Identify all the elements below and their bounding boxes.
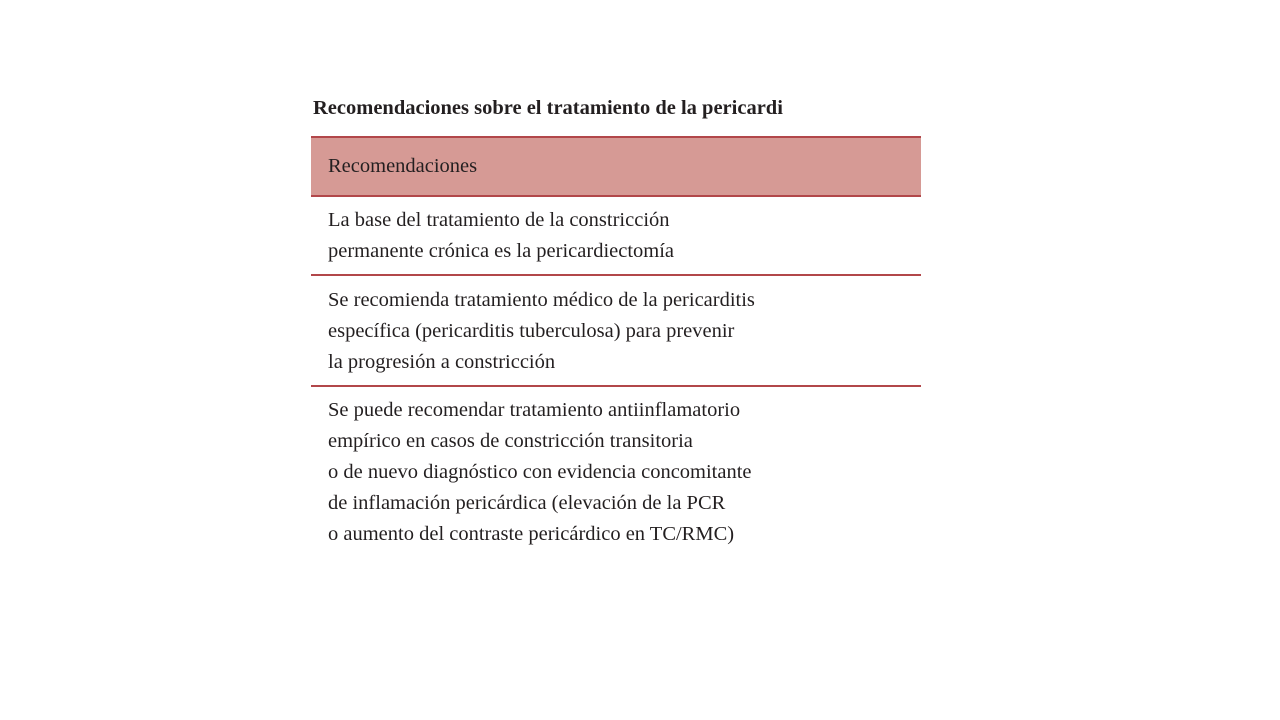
table-title: Recomendaciones sobre el tratamiento de la pericardi [313, 97, 783, 119]
table-row [311, 276, 921, 387]
header-label: Recomendaciones [328, 155, 478, 177]
row-text-line: Se puede recomendar tratamiento antiinflamatorio [328, 399, 741, 421]
row-text-line: la progresión a constricción [328, 351, 556, 373]
row-text-line: o de nuevo diagnóstico con evidencia concomitante [328, 461, 752, 483]
row-text-line: o aumento del contraste pericárdico en TC/RMC) [328, 523, 735, 545]
row-text-line: empírico en casos de constricción transitoria [328, 430, 693, 452]
row-text-line: Se recomienda tratamiento médico de la pericarditis [328, 289, 755, 311]
row-text-line: permanente crónica es la pericardiectomía [328, 240, 675, 262]
row-text-line: específica (pericarditis tuberculosa) para prevenir [328, 320, 735, 342]
recommendations-table [311, 90, 921, 549]
table-header-row [311, 136, 921, 197]
table-row [311, 387, 921, 549]
table-row [311, 197, 921, 276]
row-text-line: La base del tratamiento de la constricción [328, 209, 670, 231]
row-text-line: de inflamación pericárdica (elevación de la PCR [328, 492, 726, 514]
